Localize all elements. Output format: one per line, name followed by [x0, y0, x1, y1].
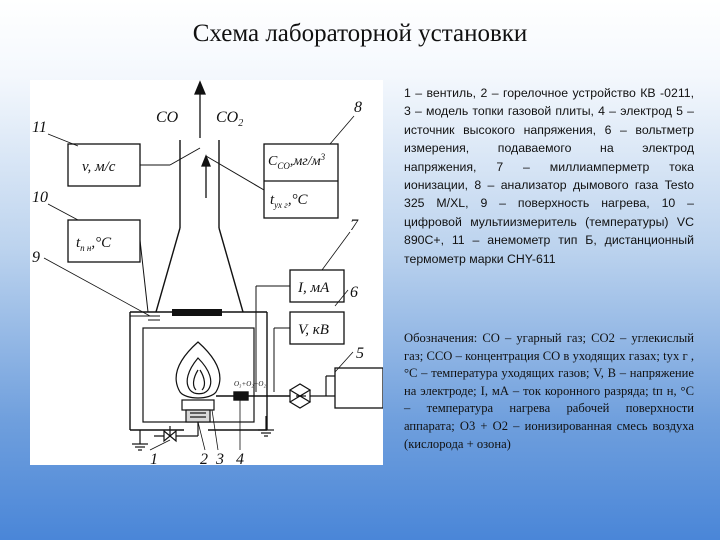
flame — [176, 342, 220, 398]
label-3: 3 — [216, 451, 224, 465]
heating-surface — [172, 309, 222, 316]
label-1: 1 — [150, 451, 158, 465]
label-6: 6 — [350, 284, 358, 301]
notation-notes: Обозначения: CO – угарный газ; CO2 – углекислый газ; CCO – концентрация CO в уходящих газах; tух г , °С – температура уходящих газов; V, В – напряжение на электроде; I, мА – ток коронного разряда; tп н, °С – температура нагрева рабочей поверхности аппарата; O3 + O2 – ионизированная смесь воздуха (кислорода + озона) — [404, 331, 694, 451]
electrode — [216, 392, 290, 400]
label-9: 9 — [32, 249, 40, 266]
flue-gas-arrows — [195, 82, 210, 198]
slide-title: Схема лабораторной установки — [192, 20, 528, 47]
c-co-label: $С_{CO},мг/м^3$ — [268, 152, 326, 171]
v-label: v, м/с — [82, 159, 116, 175]
gas-line — [154, 422, 198, 441]
chimney — [156, 140, 243, 312]
label-2: 2 — [200, 451, 208, 465]
label-4: 4 — [236, 451, 244, 465]
co-label: CO — [156, 109, 179, 126]
label-11: 11 — [32, 119, 47, 136]
co2-label: $CO_2$ — [216, 109, 244, 129]
burner — [182, 400, 214, 422]
hv-circuit — [290, 376, 335, 408]
label-10: 10 — [32, 189, 48, 206]
label-7: 7 — [350, 217, 358, 234]
t-pn-label: $t_{п н},^\circ С$ — [76, 235, 112, 253]
lab-setup-diagram — [30, 80, 383, 465]
t-ux-label: $t_{ух г},^\circ С$ — [270, 192, 308, 210]
label-5: 5 — [356, 345, 364, 362]
voltage-label: V, кВ — [298, 322, 329, 338]
ionized-mix-label: O₃+O₂+O₂ — [234, 380, 266, 388]
high-voltage-source — [335, 368, 383, 408]
label-8: 8 — [354, 99, 362, 116]
current-label: I, мА — [298, 280, 330, 296]
legend-description: 1 – вентиль, 2 – горелочное устройство КВ -0211, 3 – модель топки газовой плиты, 4 – электрод 5 – источник высокого напряжения, 6 – вольтметр измерения, подаваемого на электрод напряжения, 7 – миллиамперметр тока ионизации, 8 – анализатор дымового газа Testo 325 M/XL, 9 – поверхность нагрева, 10 – цифровой мультиизмеритель (температуры) VC 890С+, 11 – анемометр тип Б, дистанционный термометр марки CHY-611 — [404, 86, 694, 266]
